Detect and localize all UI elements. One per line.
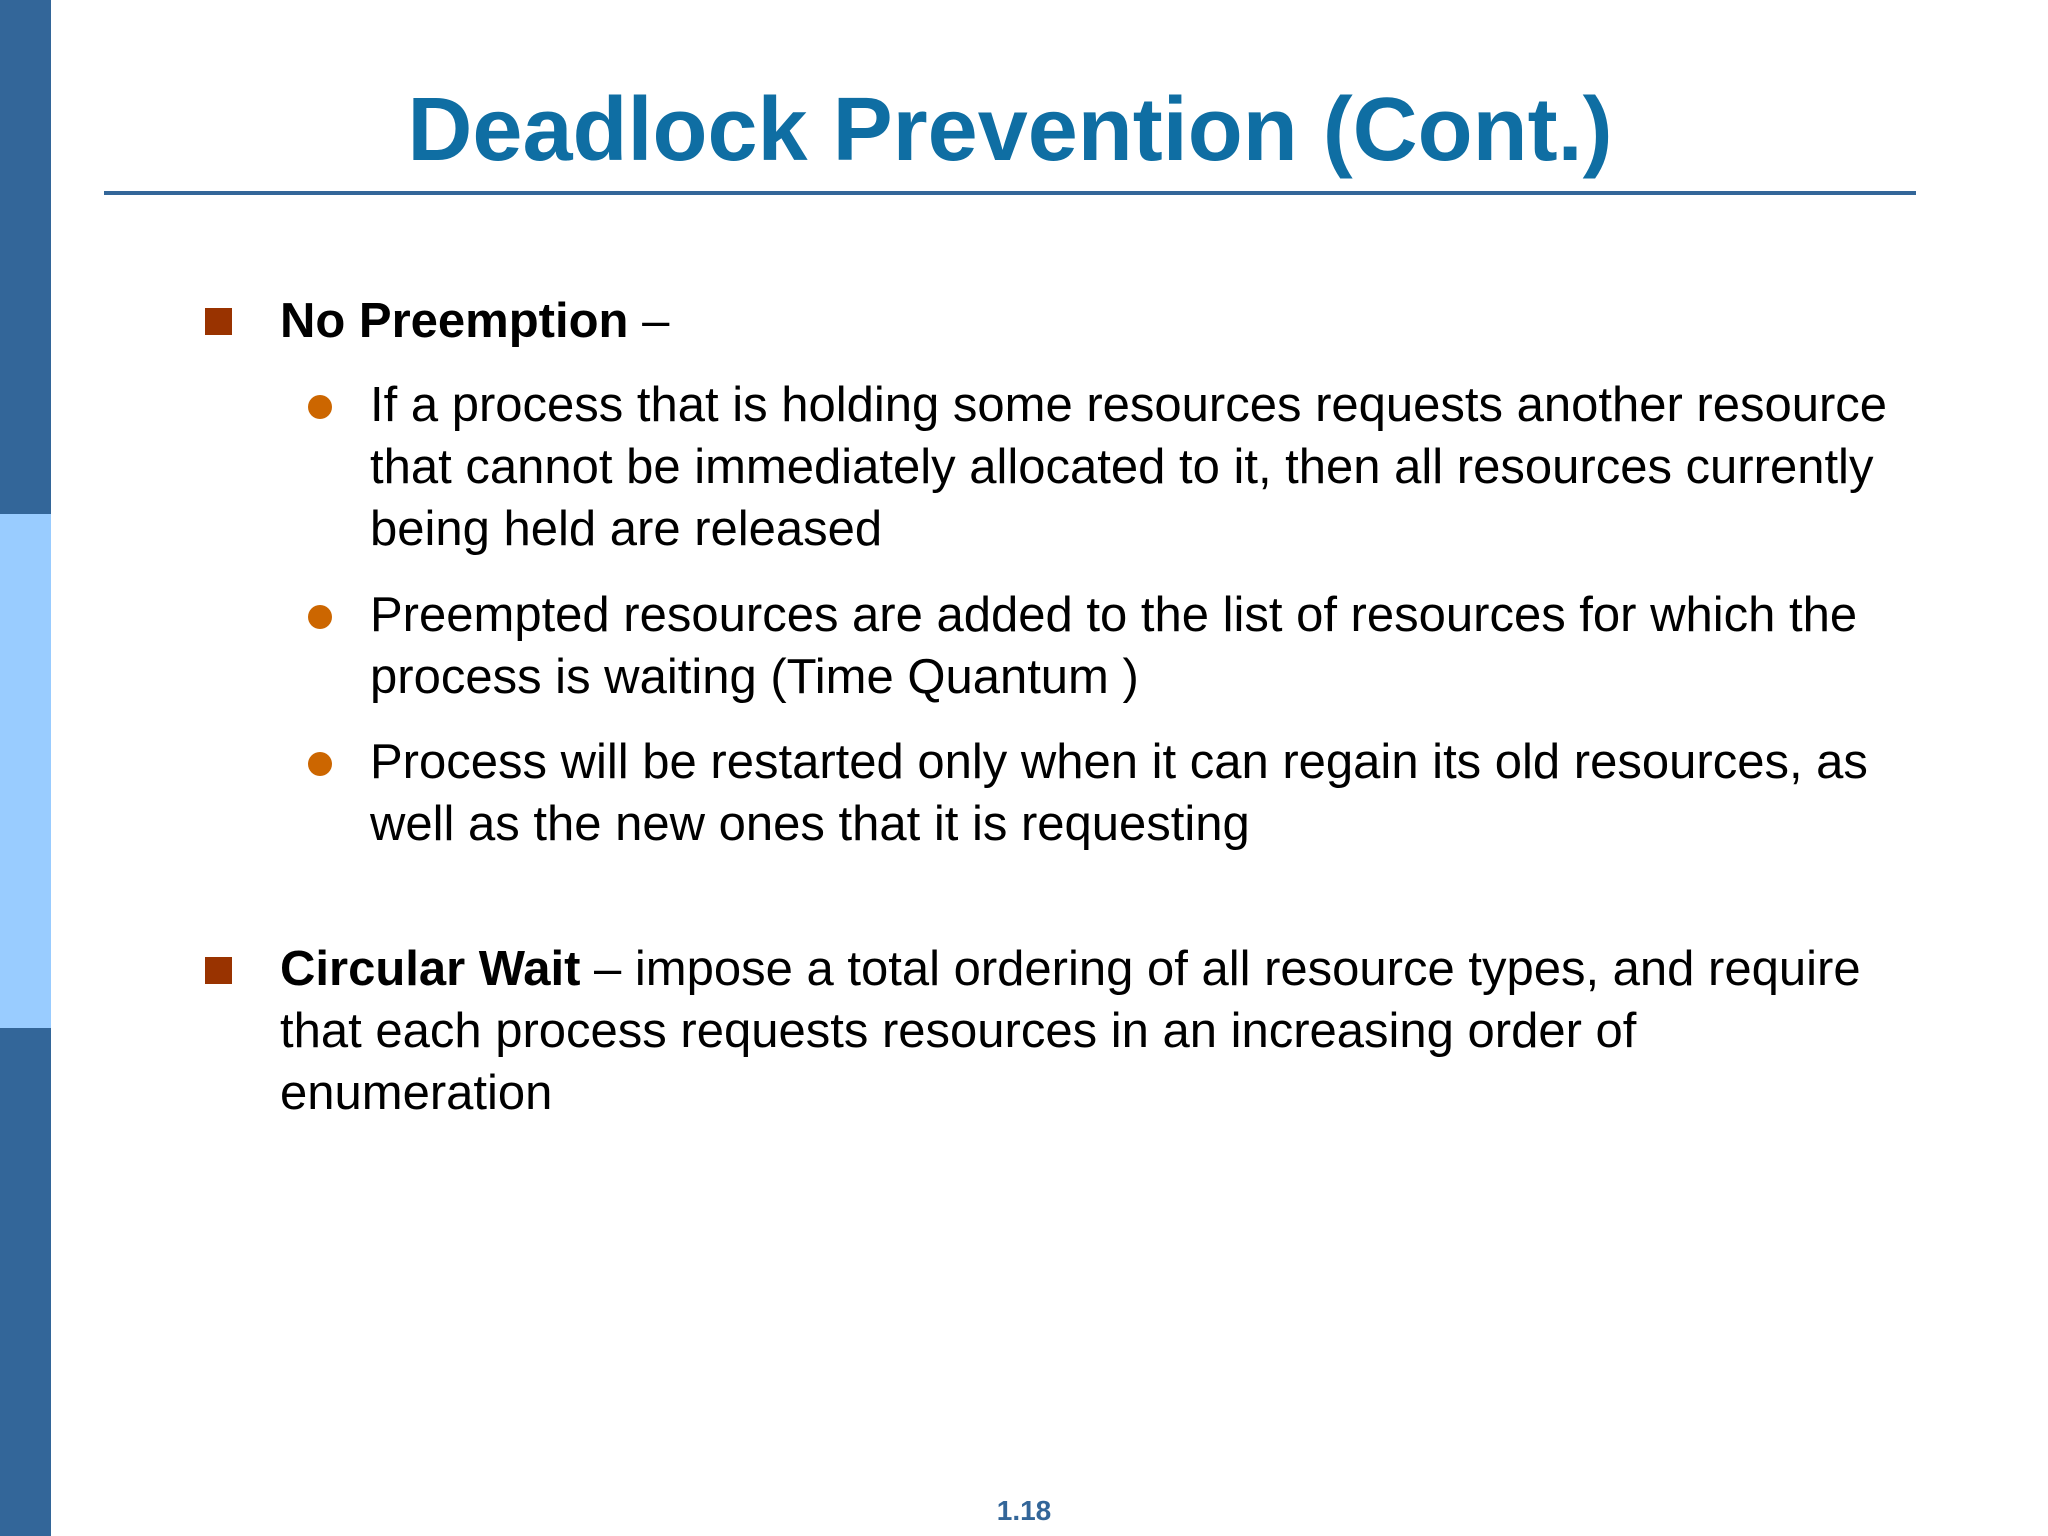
- dot-bullet-icon: [308, 605, 332, 629]
- bullet-circular-wait: [280, 938, 1900, 1124]
- sub-bullet-release: If a process that is holding some resources requests another resource that cannot be immediately allocated to it, then all resources currently being held are released: [370, 378, 1888, 556]
- dot-bullet-icon: [308, 395, 332, 419]
- square-bullet-icon: [205, 308, 232, 335]
- bullet-text: –: [628, 294, 670, 348]
- sub-bullet-preempted: Preempted resources are added to the list of resources for which the process is waiting (Time Quantum ): [370, 588, 1858, 704]
- page-number: 1.18: [996, 1495, 1052, 1526]
- dot-bullet-icon: [308, 752, 332, 776]
- bullet-heading: No Preemption: [280, 294, 629, 348]
- bullet-heading: Circular Wait: [280, 942, 581, 996]
- square-bullet-icon: [205, 957, 232, 984]
- bullet-no-preemption: [280, 290, 1900, 352]
- sub-bullet-restart: Process will be restarted only when it can regain its old resources, as well as the new ones that it is requesting: [370, 735, 1868, 851]
- bullet-text: – impose a total ordering of all resource types, and require that each process requests resources in an increasing order of enumeration: [280, 942, 1861, 1120]
- slide-title: Deadlock Prevention (Cont.): [407, 80, 1613, 180]
